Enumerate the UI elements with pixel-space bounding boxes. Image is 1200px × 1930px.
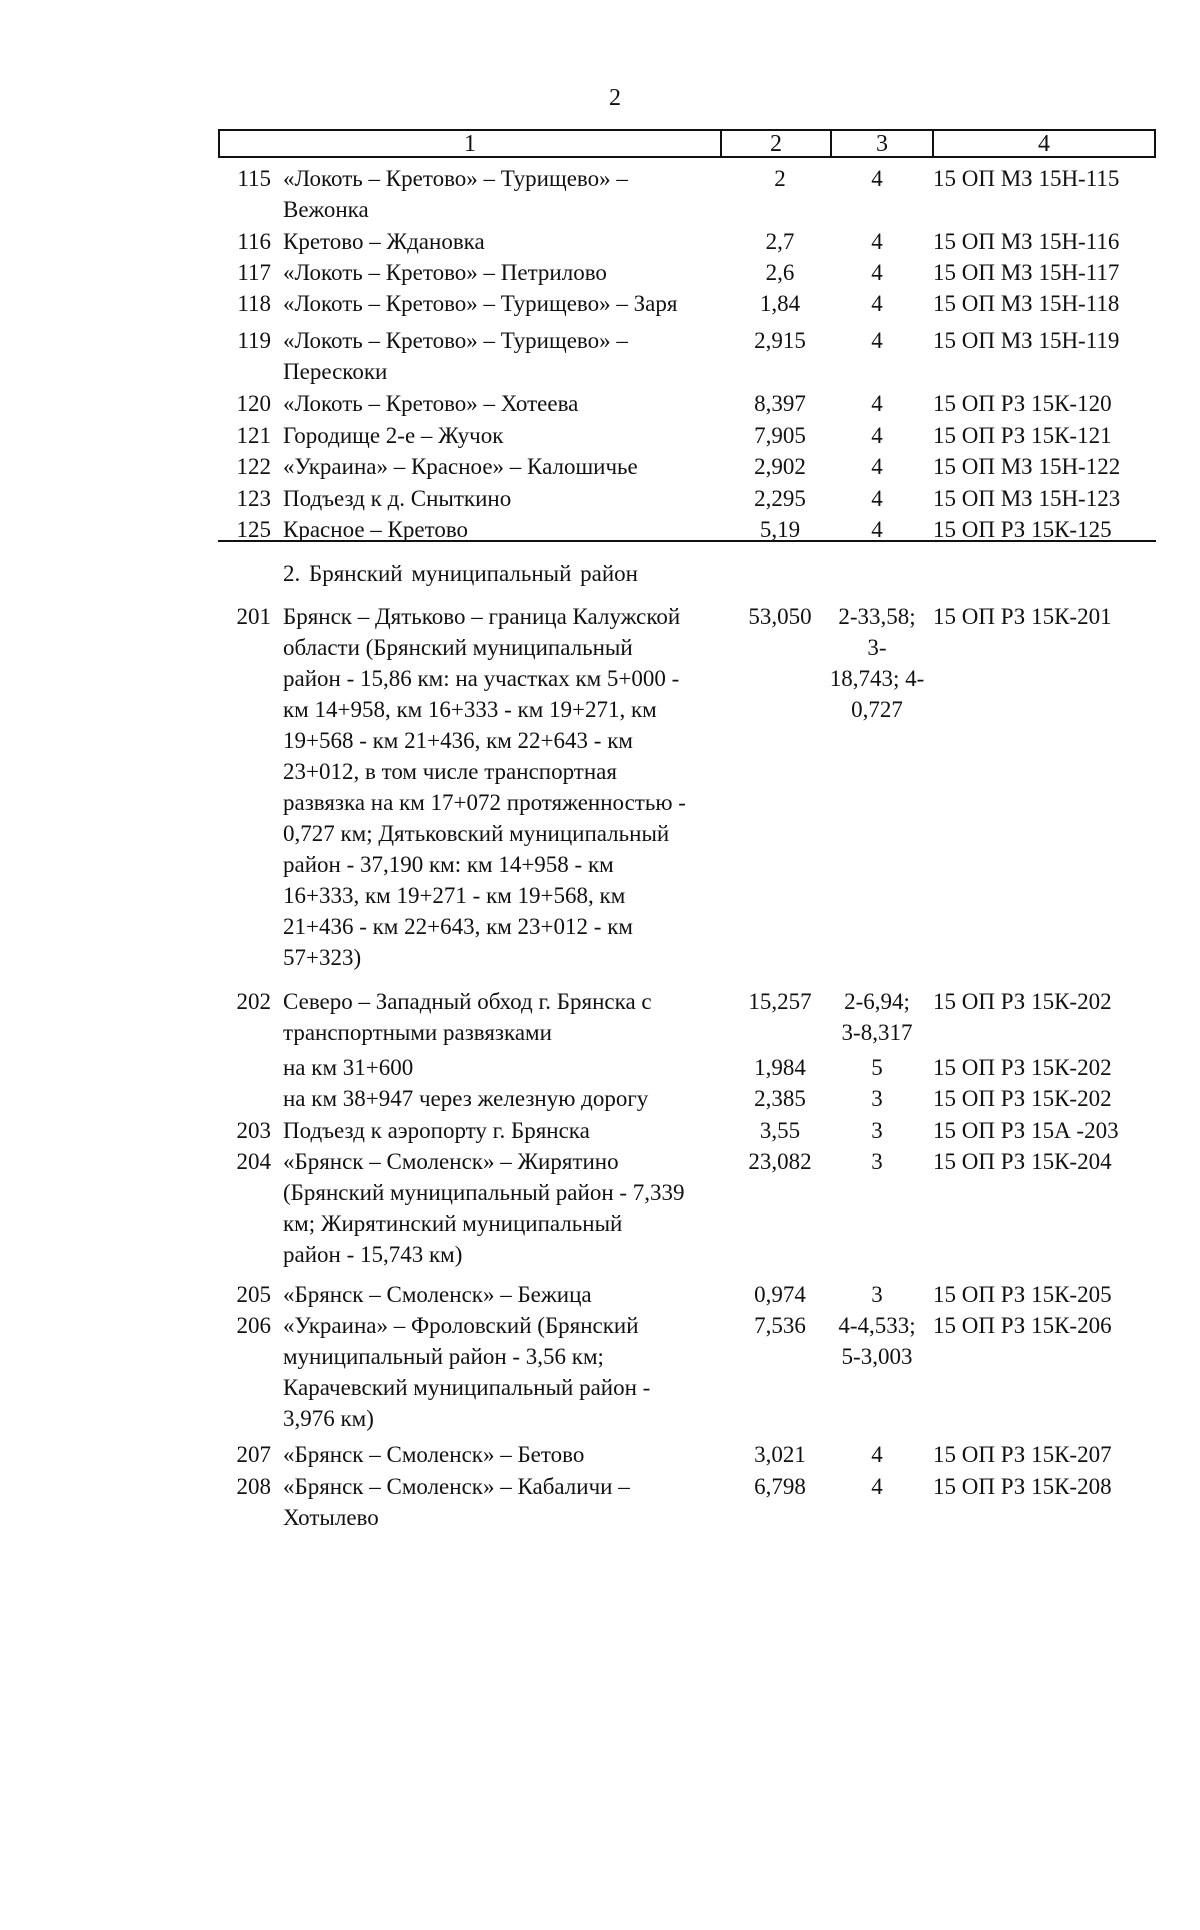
row-number: 122: [236, 454, 271, 479]
road-code: 15 ОП МЗ 15Н-119: [933, 328, 1120, 353]
row-number: 116: [237, 229, 271, 254]
road-length: 0,974: [754, 1282, 806, 1307]
road-name: «Локоть – Кретово» – Турищево» – Вежонка: [283, 166, 628, 222]
road-category: 4: [871, 454, 883, 479]
road-name: Северо – Западный обход г. Брянска с транспортными развязками: [283, 989, 652, 1045]
road-code: 15 ОП РЗ 15К-201: [933, 604, 1112, 629]
road-length: 2: [774, 166, 786, 191]
road-code: 15 ОП РЗ 15К-207: [933, 1442, 1112, 1467]
road-category: 5: [871, 1055, 883, 1080]
row-number: 207: [236, 1442, 271, 1467]
row-number: 118: [237, 291, 271, 316]
road-length: 1,984: [754, 1055, 806, 1080]
road-length: 7,536: [754, 1313, 806, 1338]
row-number: 205: [236, 1282, 271, 1307]
road-category: 4: [871, 423, 883, 448]
road-code: 15 ОП РЗ 15К-205: [933, 1282, 1112, 1307]
road-length: 7,905: [754, 423, 806, 448]
road-name: «Брянск – Смоленск» – Кабаличи – Хотылево: [283, 1474, 630, 1530]
road-code: 15 ОП МЗ 15Н-115: [933, 166, 1120, 191]
road-name: «Брянск – Смоленск» – Бетово: [283, 1442, 585, 1467]
road-code: 15 ОП РЗ 15К-125: [933, 517, 1112, 542]
road-code: 15 ОП РЗ 15К-206: [933, 1313, 1112, 1338]
road-code: 15 ОП РЗ 15К-204: [933, 1149, 1112, 1174]
road-category: 3: [871, 1282, 883, 1307]
road-length: 53,050: [748, 604, 812, 629]
road-code: 15 ОП РЗ 15К-121: [933, 423, 1112, 448]
section-divider: [218, 540, 1156, 542]
road-category: 2-6,94; 3-8,317: [841, 989, 913, 1045]
road-name: «Украина» – Красное» – Калошичье: [283, 454, 638, 479]
road-category: 2-33,58; 3- 18,743; 4- 0,727: [829, 604, 925, 722]
road-name: Брянск – Дятьково – граница Калужской области (Брянский муниципальный район - 15,86 км: на участках км 5+000 - км 14+958, км 16+333 - км 19+271, км 19+568 - км 21+436, км 22+643 - км 23+012, в том числе транспортная развязка на км 17+072 протяженностью - 0,727 км; Дятьковский муниципальный район - 37,190 км: км 14+958 - км 16+333, км 19+271 - км 19+568, км 21+436 - км 22+643, км 23+012 - км 57+323): [283, 604, 686, 970]
road-code: 15 ОП МЗ 15Н-118: [933, 291, 1120, 316]
road-name: Городище 2-е – Жучок: [283, 423, 504, 448]
road-length: 2,7: [765, 229, 795, 254]
road-category: 4: [871, 1474, 883, 1499]
road-code: 15 ОП РЗ 15А -203: [933, 1118, 1119, 1143]
road-code: 15 ОП РЗ 15К-202: [933, 1055, 1112, 1080]
road-length: 8,397: [754, 391, 806, 416]
row-number: 204: [236, 1149, 271, 1174]
row-number: 125: [236, 517, 271, 542]
road-name: «Брянск – Смоленск» – Жирятино (Брянский муниципальный район - 7,339 км; Жирятинский муниципальный район - 15,743 км): [283, 1149, 685, 1267]
road-length: 2,915: [754, 328, 806, 353]
road-code: 15 ОП РЗ 15К-120: [933, 391, 1112, 416]
road-length: 2,6: [765, 260, 795, 285]
road-code: 15 ОП МЗ 15Н-123: [933, 486, 1121, 511]
road-name: «Локоть – Кретово» – Петрилово: [283, 260, 607, 285]
section-title: 2. Брянский муниципальный район: [283, 561, 638, 586]
road-name: Красное – Кретово: [283, 517, 469, 542]
road-length: 2,385: [754, 1086, 806, 1111]
road-length: 2,295: [754, 486, 806, 511]
page-number: 2: [609, 85, 621, 111]
header-cell-2: 2: [722, 131, 832, 156]
row-number: 119: [237, 328, 271, 353]
row-number: 206: [236, 1313, 271, 1338]
road-code: 15 ОП МЗ 15Н-122: [933, 454, 1121, 479]
row-number: 120: [236, 391, 271, 416]
road-length: 3,021: [754, 1442, 806, 1467]
header-cell-4: 4: [1038, 131, 1050, 157]
row-number: 121: [236, 423, 271, 448]
road-category: 4: [871, 260, 883, 285]
row-number: 202: [236, 989, 271, 1014]
road-category: 4: [871, 486, 883, 511]
road-name: Кретово – Ждановка: [283, 229, 485, 254]
road-code: 15 ОП РЗ 15К-202: [933, 989, 1112, 1014]
road-name: Подъезд к аэропорту г. Брянска: [283, 1118, 590, 1143]
road-name: Подъезд к д. Сныткино: [283, 486, 512, 511]
road-category: 4: [871, 517, 883, 542]
road-length: 1,84: [759, 291, 801, 316]
road-code: 15 ОП РЗ 15К-208: [933, 1474, 1112, 1499]
row-number: 115: [237, 166, 271, 191]
road-category: 4: [871, 1442, 883, 1467]
road-length: 15,257: [748, 989, 812, 1014]
road-length: 5,19: [759, 517, 801, 542]
road-code: 15 ОП МЗ 15Н-117: [933, 260, 1120, 285]
road-category: 4: [871, 328, 883, 353]
road-name: «Брянск – Смоленск» – Бежица: [283, 1282, 592, 1307]
row-number: 208: [236, 1474, 271, 1499]
row-number: 203: [236, 1118, 271, 1143]
road-name: на км 31+600: [283, 1055, 414, 1080]
road-name: «Украина» – Фроловский (Брянский муниципальный район - 3,56 км; Карачевский муниципальный район - 3,976 км): [283, 1313, 651, 1431]
road-name: «Локоть – Кретово» – Турищево» – Заря: [283, 291, 678, 316]
road-length: 6,798: [754, 1474, 806, 1499]
road-length: 23,082: [748, 1149, 812, 1174]
road-category: 3: [871, 1149, 883, 1174]
row-number: 123: [236, 486, 271, 511]
row-number: 117: [237, 260, 271, 285]
road-code: 15 ОП РЗ 15К-202: [933, 1086, 1112, 1111]
road-category: 4: [871, 291, 883, 316]
road-name: «Локоть – Кретово» – Турищево» – Перескоки: [283, 328, 628, 384]
road-code: 15 ОП МЗ 15Н-116: [933, 229, 1120, 254]
road-category: 4: [871, 166, 883, 191]
road-category: 4: [871, 391, 883, 416]
road-category: 3: [871, 1086, 883, 1111]
road-category: 4: [871, 229, 883, 254]
road-length: 3,55: [759, 1118, 801, 1143]
road-category: 4-4,533; 5-3,003: [838, 1313, 916, 1369]
road-length: 2,902: [754, 454, 806, 479]
road-name: «Локоть – Кретово» – Хотеева: [283, 391, 579, 416]
header-cell-3: 3: [832, 131, 934, 156]
row-number: 201: [236, 604, 271, 629]
road-category: 3: [871, 1118, 883, 1143]
road-name: на км 38+947 через железную дорогу: [283, 1086, 649, 1111]
header-cell-1: 1: [220, 131, 722, 156]
